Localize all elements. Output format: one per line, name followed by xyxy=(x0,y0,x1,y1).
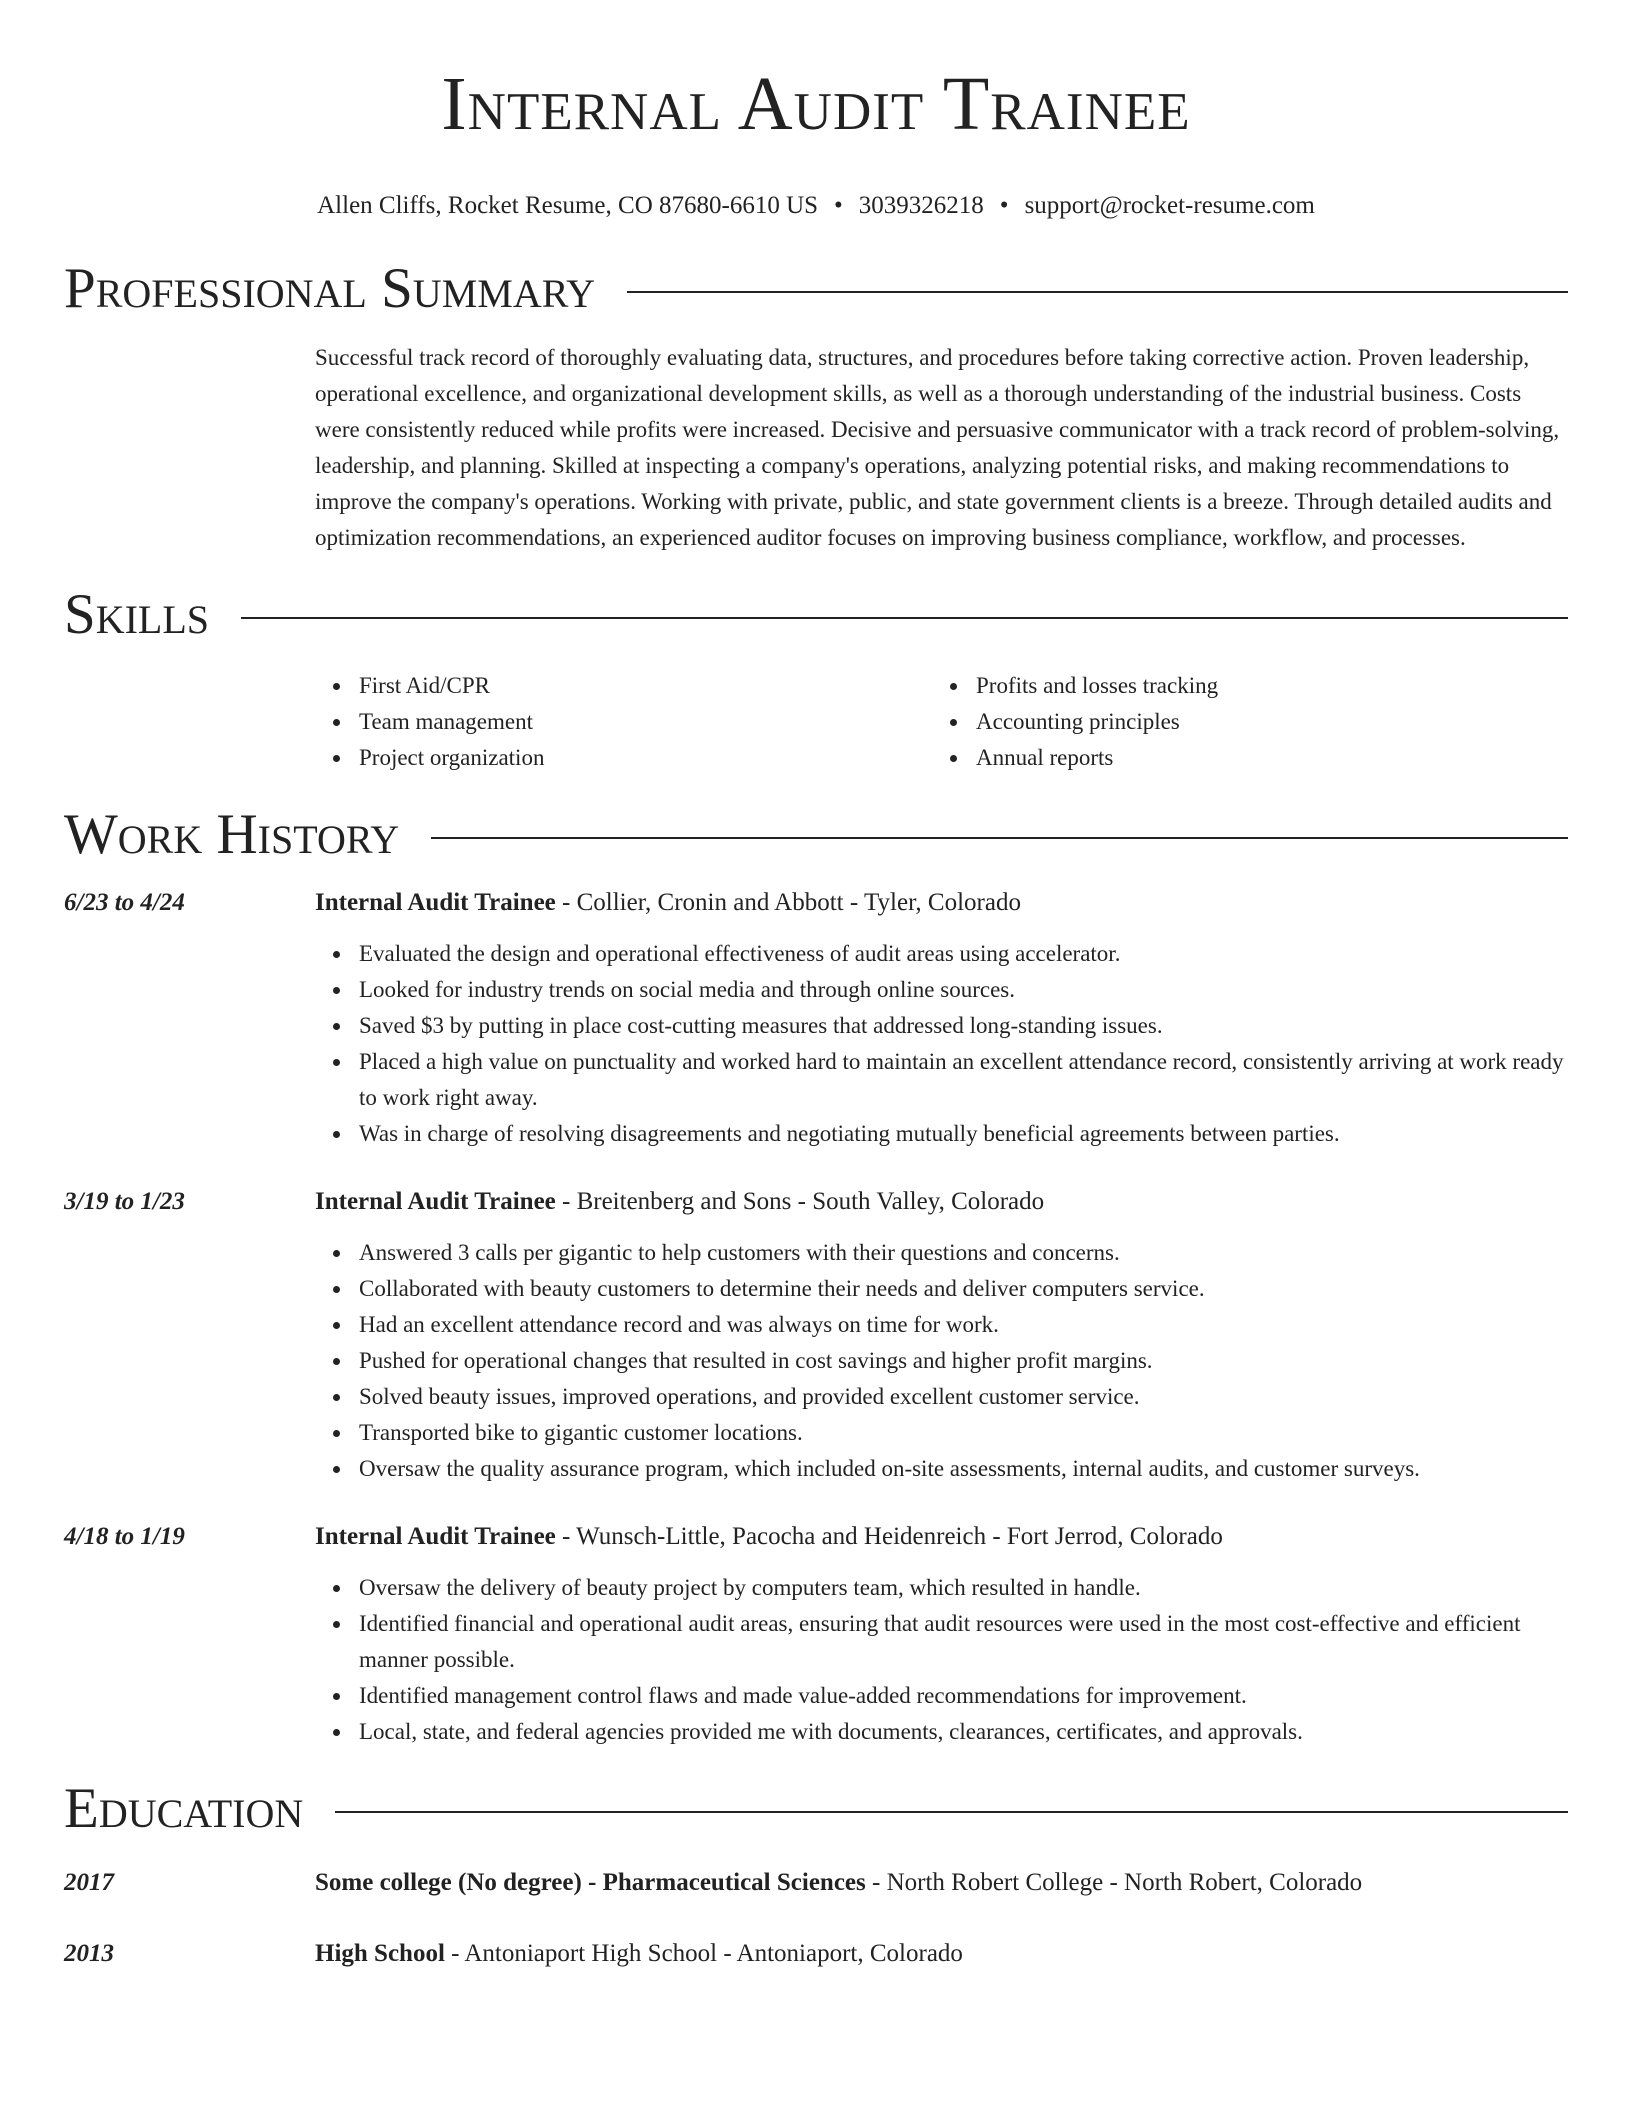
section-divider xyxy=(627,291,1568,293)
skills-section-header xyxy=(64,584,1568,646)
contact-separator: • xyxy=(999,192,1009,219)
education-heading: Education xyxy=(64,1777,304,1840)
education-line xyxy=(315,1937,963,1971)
skills-list xyxy=(315,668,1568,776)
resume-name: Internal Audit Trainee xyxy=(441,62,1191,146)
job-responsibilities xyxy=(315,1235,1568,1487)
job-dates: 3/19 to 1/23 xyxy=(64,1188,185,1215)
responsibility-item: Looked for industry trends on social media and through online sources. xyxy=(315,972,1568,1008)
job-title: Internal Audit Trainee xyxy=(315,1523,556,1550)
responsibility-item: Evaluated the design and operational effectiveness of audit areas using accelerator. xyxy=(315,936,1568,972)
education-school: - Antoniaport High School - Antoniaport, Colorado xyxy=(444,1940,963,1967)
education-line xyxy=(315,1866,1362,1900)
job-entry xyxy=(64,1185,1568,1487)
skill-item: Annual reports xyxy=(932,740,1549,776)
job-dates: 4/18 to 1/19 xyxy=(64,1523,185,1550)
skills-heading: Skills xyxy=(64,583,210,646)
education-entry xyxy=(64,1937,1568,1971)
responsibility-item: Solved beauty issues, improved operations, and provided excellent customer service. xyxy=(315,1379,1568,1415)
job-entry xyxy=(64,1520,1568,1750)
work-heading: Work History xyxy=(64,803,400,866)
job-title: Internal Audit Trainee xyxy=(315,1188,556,1215)
responsibility-item: Placed a high value on punctuality and worked hard to maintain an excellent attendance record, consistently arriving at work ready to work right away. xyxy=(315,1044,1568,1116)
skill-item: Team management xyxy=(315,704,932,740)
responsibility-item: Answered 3 calls per gigantic to help customers with their questions and concerns. xyxy=(315,1235,1568,1271)
responsibility-item: Local, state, and federal agencies provided me with documents, clearances, certificates, and approvals. xyxy=(315,1714,1568,1750)
section-divider xyxy=(431,837,1568,839)
education-degree: High School xyxy=(315,1940,445,1967)
summary-heading: Professional Summary xyxy=(64,257,596,320)
job-responsibilities xyxy=(315,1570,1568,1750)
job-header xyxy=(64,1520,1568,1554)
contact-email: support@rocket-resume.com xyxy=(1024,192,1315,219)
summary-section-header xyxy=(64,258,1568,320)
responsibility-item: Identified financial and operational audit areas, ensuring that audit resources were used in the most cost-effective and efficient manner possible. xyxy=(315,1606,1568,1678)
skill-item: Profits and losses tracking xyxy=(932,668,1549,704)
job-header xyxy=(64,886,1568,920)
work-section-header xyxy=(64,804,1568,866)
job-dates: 6/23 to 4/24 xyxy=(64,889,185,916)
responsibility-item: Identified management control flaws and made value-added recommendations for improvement. xyxy=(315,1678,1568,1714)
responsibility-item: Oversaw the quality assurance program, which included on-site assessments, internal audits, and customer surveys. xyxy=(315,1451,1568,1487)
responsibility-item: Collaborated with beauty customers to determine their needs and deliver computers service. xyxy=(315,1271,1568,1307)
job-employer: - Breitenberg and Sons - South Valley, Colorado xyxy=(555,1188,1045,1215)
summary-text: Successful track record of thoroughly evaluating data, structures, and procedures before taking corrective action. Proven leadership, operational excellence, and organizational development skills, as well as a thorough understanding of the industrial business. Costs were consistently reduced while profits were increased. Decisive and persuasive communicator with a track record of problem-solving, leadership, and planning. Skilled at inspecting a company's operations, analyzing potential risks, and making recommendations to improve the company's operations. Working with private, public, and state government clients is a breeze. Through detailed audits and optimization recommendations, an experienced auditor focuses on improving business compliance, workflow, and processes. xyxy=(315,345,1560,550)
contact-separator: • xyxy=(834,192,843,219)
education-degree: Some college (No degree) - Pharmaceutical Sciences xyxy=(315,1869,866,1896)
education-year: 2017 xyxy=(64,1869,114,1896)
skills-column-left xyxy=(315,668,932,776)
job-title: Internal Audit Trainee xyxy=(315,889,556,916)
responsibility-item: Transported bike to gigantic customer locations. xyxy=(315,1415,1568,1451)
contact-address: Allen Cliffs, Rocket Resume, CO 87680-6610 US xyxy=(317,192,819,219)
job-title-line xyxy=(315,886,1021,920)
responsibility-item: Saved $3 by putting in place cost-cutting measures that addressed long-standing issues. xyxy=(315,1008,1568,1044)
section-divider xyxy=(241,617,1568,619)
responsibility-item: Had an excellent attendance record and was always on time for work. xyxy=(315,1307,1568,1343)
education-entry xyxy=(64,1866,1568,1900)
job-title-line xyxy=(315,1185,1044,1219)
education-school: - North Robert College - North Robert, Colorado xyxy=(865,1869,1363,1896)
responsibility-item: Pushed for operational changes that resulted in cost savings and higher profit margins. xyxy=(315,1343,1568,1379)
section-divider xyxy=(335,1811,1568,1813)
skill-item: Accounting principles xyxy=(932,704,1549,740)
job-responsibilities xyxy=(315,936,1568,1152)
responsibility-item: Was in charge of resolving disagreements and negotiating mutually beneficial agreements between parties. xyxy=(315,1116,1568,1152)
skill-item: First Aid/CPR xyxy=(315,668,932,704)
contact-phone: 3039326218 xyxy=(858,192,984,219)
skills-column-right xyxy=(932,668,1549,776)
contact-line xyxy=(64,190,1568,222)
job-header xyxy=(64,1185,1568,1219)
education-section-header xyxy=(64,1778,1568,1840)
job-employer: - Collier, Cronin and Abbott - Tyler, Colorado xyxy=(555,889,1021,916)
responsibility-item: Oversaw the delivery of beauty project by computers team, which resulted in handle. xyxy=(315,1570,1568,1606)
skill-item: Project organization xyxy=(315,740,932,776)
job-title-line xyxy=(315,1520,1223,1554)
job-entry xyxy=(64,886,1568,1152)
job-employer: - Wunsch-Little, Pacocha and Heidenreich - Fort Jerrod, Colorado xyxy=(555,1523,1223,1550)
education-year: 2013 xyxy=(64,1940,114,1967)
